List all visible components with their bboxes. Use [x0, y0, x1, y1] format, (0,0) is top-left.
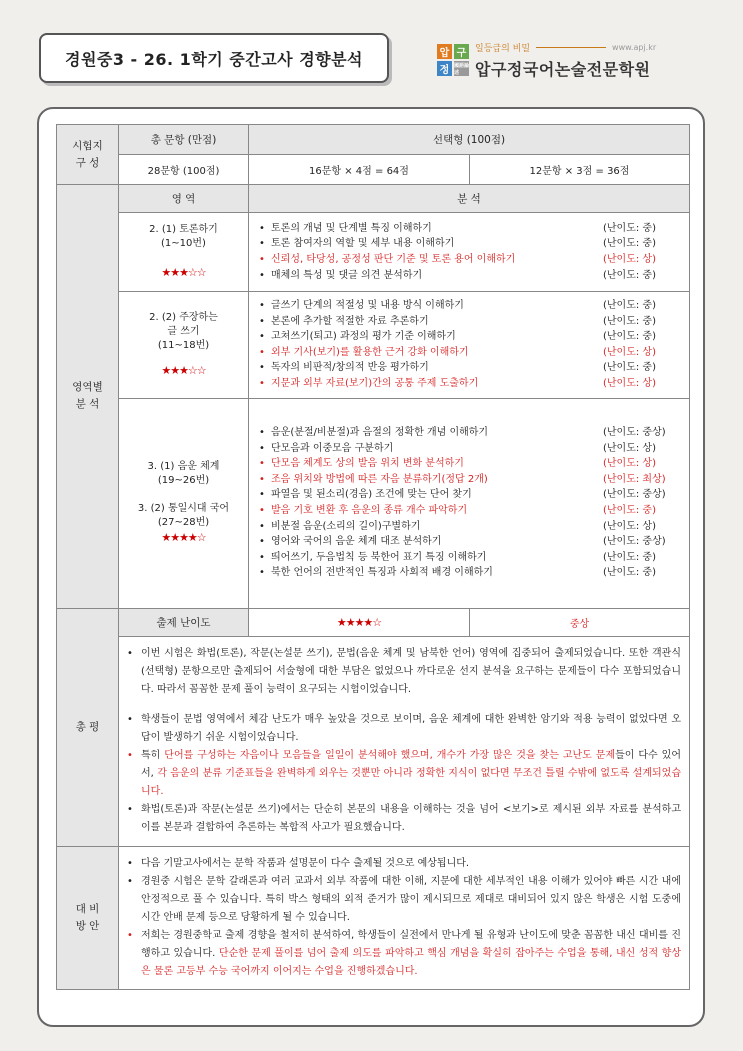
- logo-char-4: 國語論述: [454, 62, 470, 76]
- area-1: [119, 213, 249, 292]
- area-2-analysis: [249, 292, 690, 399]
- area-header: 영 역: [119, 185, 249, 213]
- analysis-item-text: • 본론에 추가할 적절한 자료 추론하기: [271, 315, 429, 327]
- brand-logo: [437, 35, 702, 85]
- analysis-item-level: (난이도: 중상): [603, 489, 666, 501]
- area-1-title: 2. (1) 토론하기 (1~10번): [149, 224, 218, 250]
- analysis-item-level: (난이도: 중상): [603, 427, 666, 439]
- analysis-item-text: • 비분절 음운(소리의 길이)구별하기: [271, 520, 421, 532]
- analysis-item: [257, 565, 681, 581]
- analysis-item: [257, 503, 681, 519]
- analysis-item: [257, 550, 681, 566]
- analysis-item-level: (난이도: 상): [603, 458, 656, 470]
- area-3-title-2: 3. (2) 통일시대 국어 (27~28번): [137, 503, 230, 529]
- analysis-item-level: (난이도: 상): [603, 346, 656, 358]
- review-p3d: 각 음운의 분류 기준표들을 완벽하게 외우는 것뿐만 아니라 정확한 지식이 없다면 무조건 틀릴 수밖에 없도록 설계되었습니다.: [141, 768, 681, 798]
- analysis-item-text: • 영어와 국어의 음운 체계 대조 분석하기: [271, 536, 442, 548]
- review-p3: [141, 747, 681, 801]
- area-1-stars: ★★★☆☆: [161, 266, 206, 280]
- analysis-item: [257, 298, 681, 314]
- analysis-item-text: • 단모음과 이중모음 구분하기: [271, 442, 394, 454]
- analysis-item-level: (난이도: 상): [603, 377, 656, 389]
- area-3-list: [249, 419, 689, 587]
- analysis-item-text: • 조음 위치와 방법에 따른 자음 분류하기(정답 2개): [271, 473, 488, 485]
- area-2: [119, 292, 249, 399]
- analysis-item-level: (난이도: 중): [603, 222, 656, 234]
- analysis-panel: [37, 107, 705, 1027]
- plan-p2: • 경원중 시험은 문학 갈래론과 여러 교과서 외부 작품에 대한 이해, 지문에 대한 세부적인 내용 이해가 있어야 빠른 시간 내에 안정적으로 풀 수 있습니다. 특히 박스 형태의 외적 준거가 많이 제시되므로 제대로 대비되어 있지 않은 학생은 시험 도중에 시간 안배 문제 등으로 당황하게 될 수 있습니다.: [141, 873, 681, 927]
- plan-body: [119, 846, 690, 989]
- plan-p3a: 저희는 경원중학교 출제 경향을 철저히 분석하여, 학생들이 실전에서 만나게 될 유형과 난이도에 맞춘 꼼꼼한 내신 대비를 진행하고 있습니다.: [141, 929, 681, 959]
- area-1-analysis: [249, 213, 690, 292]
- area-3: [119, 398, 249, 608]
- difficulty-text: 중상: [470, 608, 690, 636]
- analysis-item-level: (난이도: 중): [603, 567, 656, 579]
- plan-p1: • 다음 기말고사에서는 문학 작품과 설명문이 다수 출제될 것으로 예상됩니다.: [141, 855, 681, 873]
- exam-label: 시험지 구 성: [57, 125, 119, 185]
- analysis-item-text: • 단모음 체계도 상의 발음 위치 변화 분석하기: [271, 458, 464, 470]
- difficulty-label: 출제 난이도: [119, 608, 249, 636]
- analysis-item: [257, 534, 681, 550]
- analysis-item-level: (난이도: 상): [603, 254, 656, 265]
- total-value: 28문항 (100점): [119, 155, 249, 185]
- analysis-table: [56, 124, 690, 990]
- analysis-item: [257, 456, 681, 472]
- analysis-item-text: • 매체의 특성 및 댓글 의견 분석하기: [271, 269, 423, 281]
- review-p3a: 특히: [141, 750, 165, 762]
- logo-char-3: 정: [437, 61, 452, 76]
- analysis-item-text: • 파열음 및 된소리(경음) 조건에 맞는 단어 찾기: [271, 489, 472, 501]
- analysis-item-text: • 띄어쓰기, 두음법칙 등 북한어 표기 특징 이해하기: [271, 551, 487, 563]
- area-1-list: [249, 215, 689, 289]
- analysis-item: [257, 221, 681, 237]
- analysis-item: [257, 252, 681, 268]
- area-2-stars: ★★★☆☆: [161, 364, 206, 378]
- area-2-list: [249, 292, 689, 398]
- analysis-item: [257, 236, 681, 252]
- analysis-item: [257, 376, 681, 392]
- analysis-item-text: • 지문과 외부 자료(보기)간의 공통 주제 도출하기: [271, 377, 479, 389]
- brand-url: www.apj.kr: [612, 42, 657, 52]
- analysis-header: 분 석: [249, 185, 690, 213]
- plan-label: 대 비 방 안: [57, 846, 119, 989]
- type-header: 선택형 (100점): [249, 125, 690, 155]
- review-p3b: 단어를 구성하는 자음이나 모음들을 일일이 분석해야 했으며, 개수가 가장 많은 것을 찾는 고난도 문제: [164, 750, 616, 762]
- plan-p3b: 단순한 문제 풀이를 넘어 출제 의도를 파악하고 핵심 개념을 확실히 잡아주는 수업을 통해, 내신 성적 향상은 물론 고등부 수능 국어까지 이어지는 수업을 진행하겠습니다.: [141, 947, 681, 977]
- analysis-item-level: (난이도: 상): [603, 442, 656, 454]
- analysis-item-level: (난이도: 중): [603, 269, 656, 281]
- area-2-title: 2. (2) 주장하는 글 쓰기 (11~18번): [149, 312, 218, 352]
- analysis-item: [257, 425, 681, 441]
- plan-p3: [141, 927, 681, 981]
- analysis-item-text: • 외부 기사(보기)를 활용한 근거 강화 이해하기: [271, 346, 469, 358]
- analysis-item-text: • 독자의 비판적/창의적 반응 평가하기: [271, 362, 429, 374]
- analysis-item-text: • 고쳐쓰기(퇴고) 과정의 평가 기준 이해하기: [271, 331, 456, 343]
- analysis-item-level: (난이도: 중): [603, 505, 656, 517]
- page-title: 경원중3 - 26. 1학기 중간고사 경향분석: [39, 33, 389, 83]
- divider: [536, 47, 606, 48]
- analysis-item-text: • 토론 참여자의 역할 및 세부 내용 이해하기: [271, 238, 455, 250]
- analysis-item-level: (난이도: 중): [603, 238, 656, 250]
- review-label: 총 평: [57, 608, 119, 846]
- analysis-item-level: (난이도: 중): [603, 300, 656, 311]
- analysis-item-text: • 신뢰성, 타당성, 공정성 판단 기준 및 토론 용어 이해하기: [271, 254, 516, 265]
- analysis-item: [257, 329, 681, 345]
- analysis-item: [257, 360, 681, 376]
- analysis-item-text: • 북한 언어의 전반적인 특징과 사회적 배경 이해하기: [271, 567, 493, 579]
- analysis-item-level: (난이도: 중): [603, 315, 656, 327]
- analysis-item: [257, 314, 681, 330]
- analysis-item-text: • 글쓰기 단계의 적절성 및 내용 방식 이해하기: [271, 300, 464, 311]
- review-p4: • 화법(토론)과 작문(논설문 쓰기)에서는 단순히 본문의 내용을 이해하는 것을 넘어 <보기>로 제시된 외부 자료를 분석하고 이를 본문과 결합하여 추론하는 복합적 사고가 필요했습니다.: [141, 801, 681, 837]
- total-header: 총 문항 (만점): [119, 125, 249, 155]
- analysis-item-level: (난이도: 중): [603, 551, 656, 563]
- review-body: [119, 636, 690, 846]
- analysis-item-level: (난이도: 중): [603, 331, 656, 343]
- analysis-label: 영역별 분 석: [57, 185, 119, 609]
- logo-mark: [437, 44, 469, 76]
- analysis-item: [257, 268, 681, 284]
- review-p1: • 이번 시험은 화법(토론), 작문(논설문 쓰기), 문법(음운 체계 및 남북한 언어) 영역에 집중되어 출제되었습니다. 또한 객관식(선택형) 문항으로만 출제되어 서술형에 대한 부담은 없었으나 까다로운 선지 분석을 요구하는 문제들이 다수 포함되었습니다. 따라서 꼼꼼한 문제 풀이 능력이 요구되는 시험이었습니다.: [141, 645, 681, 699]
- analysis-item: [257, 441, 681, 457]
- difficulty-stars: ★★★★☆: [249, 608, 470, 636]
- area-3-analysis: [249, 398, 690, 608]
- analysis-item-level: (난이도: 중상): [603, 536, 666, 548]
- area-3-stars: ★★★★☆: [161, 531, 206, 545]
- analysis-item: [257, 472, 681, 488]
- analysis-item: [257, 519, 681, 535]
- type-a: 16문항 × 4점 = 64점: [249, 155, 470, 185]
- logo-char-2: 구: [454, 44, 469, 59]
- analysis-item-text: • 음운(분절/비분절)과 음절의 정확한 개념 이해하기: [271, 427, 489, 439]
- area-3-title: 3. (1) 음운 체계 (19~26번): [147, 461, 220, 487]
- analysis-item-text: • 발음 기호 변환 후 음운의 종류 개수 파악하기: [271, 505, 468, 517]
- analysis-item-level: (난이도: 상): [603, 520, 656, 532]
- analysis-item-text: • 토론의 개념 및 단계별 특징 이해하기: [271, 222, 432, 234]
- review-p2: • 학생들이 문법 영역에서 체감 난도가 매우 높았을 것으로 보이며, 음운 체계에 대한 완벽한 암기와 적용 능력이 없었다면 오답이 발생하기 쉬운 시험이었습니다.: [141, 711, 681, 747]
- type-b: 12문항 × 3점 = 36점: [470, 155, 690, 185]
- brand-slogan: 일등급의 비밀: [475, 43, 531, 54]
- review-p3c: 들이 다수 있어서,: [141, 750, 682, 780]
- brand-name: 압구정국어논술전문학원: [475, 59, 651, 79]
- analysis-item: [257, 487, 681, 503]
- analysis-item-level: (난이도: 최상): [603, 473, 666, 485]
- analysis-item-level: (난이도: 중): [603, 362, 656, 374]
- logo-char-1: 압: [437, 44, 452, 59]
- analysis-item: [257, 345, 681, 361]
